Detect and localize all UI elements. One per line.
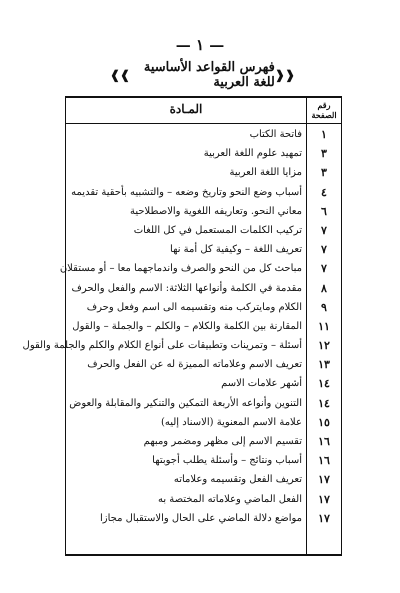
row-page-number: ٨	[321, 281, 327, 295]
row-subject: معاني النحو. وتعاريفه اللغوية والاصطلاحية	[129, 205, 302, 217]
table-row	[66, 470, 341, 489]
row-subject: تعريف الاسم وعلاماته المميزة له عن الفعل والحرف	[87, 359, 302, 371]
table-row	[66, 125, 341, 144]
table-row	[66, 355, 341, 374]
row-page-number: ١٣	[318, 358, 330, 372]
table-row	[66, 490, 341, 509]
row-subject: أشهر علامات الاسم	[221, 378, 302, 390]
row-page-number: ١١	[318, 319, 330, 333]
header-subject: المـادة	[169, 102, 203, 116]
row-subject: تعريف الفعل وتقسيمه وعلاماته	[173, 474, 302, 486]
row-subject: علامة الاسم المعنوية (الاسناد إليه)	[160, 416, 302, 428]
row-page-number: ١٤	[318, 396, 330, 410]
row-page-number: ١٤	[318, 377, 330, 391]
table-row	[66, 317, 341, 336]
table-row	[66, 298, 341, 317]
row-subject: التنوين وأنواعه الأربعة التمكين والتنكير والمقابلة والعوض	[69, 397, 302, 409]
row-subject: مزايا اللغة العربية	[229, 167, 302, 179]
table-row	[66, 221, 341, 240]
row-subject: أسئلة – وتمرينات وتطبيقات على أنواع الكلام والكلم والجلمة والقول	[22, 340, 302, 352]
row-subject: الفعل الماضي وعلاماته المختصة به	[157, 493, 302, 505]
row-page-number: ٦	[321, 204, 327, 218]
table-row	[66, 451, 341, 470]
row-page-number: ١٧	[318, 473, 330, 487]
row-subject: المقارنة بين الكلمة والكلام – والكلم – والجملة – والقول	[72, 320, 302, 332]
index-rows	[22, 125, 341, 528]
row-page-number: ١٦	[318, 435, 330, 448]
row-subject: مقدمة في الكلمة وأنواعها الثلاثة: الاسم والفعل والحرف	[71, 282, 302, 294]
row-subject: فاتحة الكتاب	[249, 129, 302, 140]
ornament-right-icon: ❰❰	[274, 68, 295, 82]
table-row	[66, 202, 341, 221]
ornament-left-icon: ❱❱	[110, 68, 131, 82]
table-row	[59, 259, 341, 278]
table-row	[22, 336, 341, 355]
row-page-number: ٧	[321, 223, 327, 237]
row-page-number: ١٦	[318, 454, 330, 468]
table-row	[66, 240, 341, 259]
table-row	[66, 163, 341, 182]
title-text: فهرس القواعد الأساسية للغة العربية	[143, 60, 275, 90]
row-subject: أسباب وضع النحو وتاريخ وضعه – والتشبيه بأحقية تقديمه	[71, 186, 302, 198]
row-page-number: ١٢	[318, 339, 330, 353]
table-row	[66, 432, 341, 451]
row-subject: تمهيد علوم اللغة العربية	[203, 148, 302, 160]
row-page-number: ٩	[321, 300, 327, 314]
row-subject: الكلام ومايتركب منه وتقسيمه الى اسم وفعل وحرف	[86, 301, 302, 313]
table-row	[66, 144, 341, 163]
table-row	[66, 183, 341, 202]
row-subject: تركيب الكلمات المستعمل في كل اللغات	[133, 224, 302, 236]
row-page-number: ١٧	[318, 511, 330, 525]
row-page-number: ١٧	[318, 492, 330, 506]
table-row	[66, 279, 341, 298]
table-row	[66, 374, 341, 393]
table-row	[66, 413, 341, 432]
header-page-number: رقم الصفحة	[311, 100, 337, 120]
page-number: — ١ —	[175, 36, 225, 54]
table-row	[66, 509, 341, 528]
row-page-number: ١٥	[318, 415, 330, 429]
row-page-number: ١	[321, 128, 327, 141]
row-subject: أسباب ونتائج – وأسئلة يطلب أجوبتها	[152, 455, 302, 467]
row-page-number: ٧	[321, 243, 327, 257]
row-subject: تقسيم الاسم إلى مظهر ومضمر ومبهم	[143, 436, 302, 447]
row-page-number: ٣	[321, 166, 327, 180]
row-subject: مباحث كل من النحو والصرف واندماجهما معا – أو مستقلان	[59, 263, 302, 275]
index-title	[110, 60, 295, 90]
index-table	[22, 96, 342, 556]
row-subject: مواضع دلالة الماضي على الحال والاستقبال مجازا	[100, 512, 302, 524]
table-row	[66, 394, 341, 413]
row-subject: تعريف اللغة – وكيفية كل أمة نها	[170, 244, 302, 256]
header-rule	[66, 123, 341, 124]
row-page-number: ٣	[321, 147, 327, 161]
row-page-number: ٤	[321, 185, 327, 199]
row-page-number: ٧	[321, 262, 327, 276]
